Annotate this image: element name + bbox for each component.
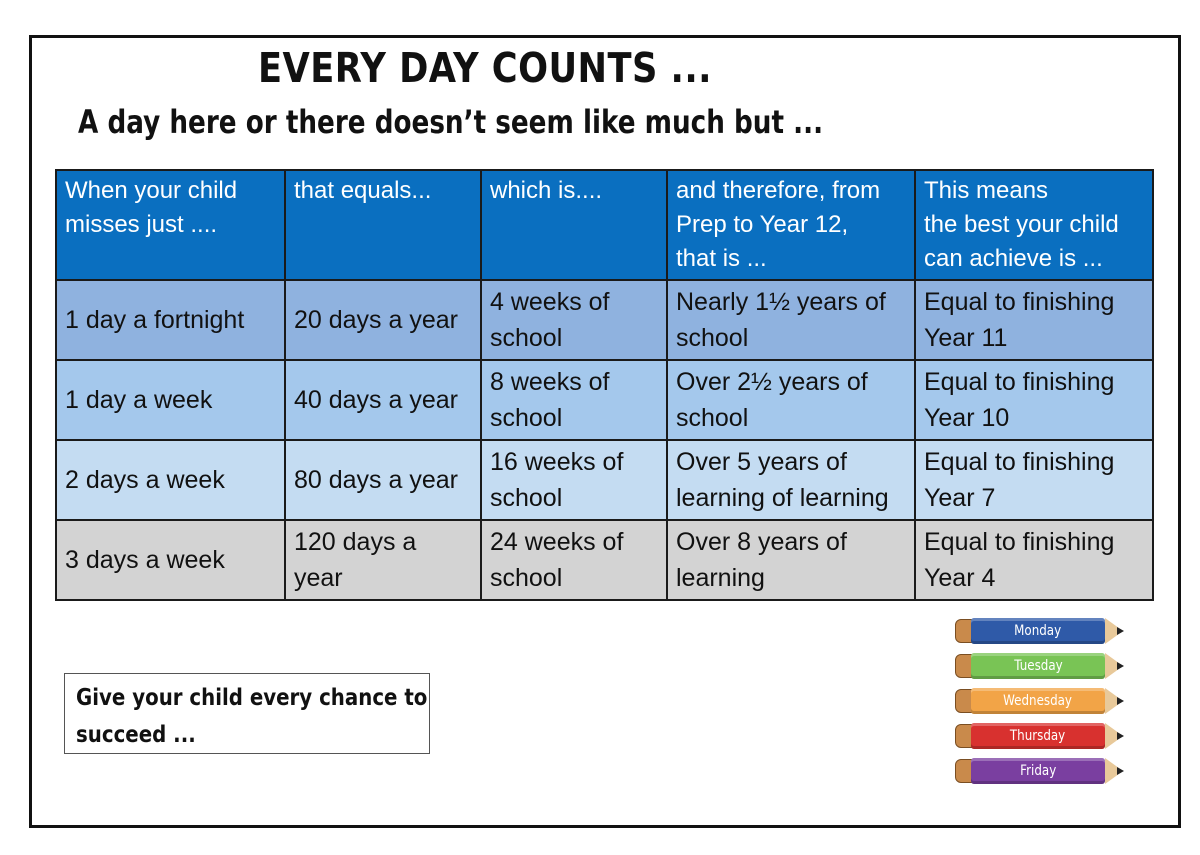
cell-days <box>285 280 481 360</box>
pencil-thursday <box>955 723 1125 749</box>
pencil-lead <box>1117 697 1124 705</box>
cell-line: 20 days a year <box>294 306 458 334</box>
cell-achieve <box>915 280 1153 360</box>
cell-line: Over 5 years of <box>676 448 847 476</box>
weekday-pencils <box>955 612 1130 797</box>
cell-achieve <box>915 520 1153 600</box>
header-line: misses just .... <box>65 211 218 238</box>
cell-line: Equal to finishing <box>924 528 1115 556</box>
pencil-wednesday <box>955 688 1125 714</box>
cta-line: Give your child every chance to <box>76 685 428 711</box>
cell-line: school <box>490 404 563 432</box>
header-line: which is.... <box>490 177 603 204</box>
cell-line: school <box>490 484 563 512</box>
pencil-body <box>971 723 1105 749</box>
pencil-label: Friday <box>1019 763 1057 779</box>
call-to-action-box <box>64 673 430 754</box>
cell-line: 80 days a year <box>294 466 458 494</box>
header-prep-to-year-12 <box>667 170 915 280</box>
pencil-lead <box>1117 627 1124 635</box>
cell-line: school <box>676 404 749 432</box>
cell-line: year <box>294 564 343 592</box>
cell-line: learning <box>676 564 765 592</box>
pencil-body <box>971 653 1105 679</box>
cell-line: 8 weeks of <box>490 368 610 396</box>
header-line: that equals... <box>294 177 432 204</box>
cell-absence: 1 day a fortnight <box>56 280 285 360</box>
table-row <box>56 440 1153 520</box>
cell-years <box>667 280 915 360</box>
cell-line: Year 11 <box>924 324 1008 352</box>
cell-absence: 3 days a week <box>56 520 285 600</box>
cell-line: 40 days a year <box>294 386 458 414</box>
cell-line: Over 8 years of <box>676 528 847 556</box>
pencil-label: Wednesday <box>1003 693 1073 709</box>
cell-weeks <box>481 440 667 520</box>
cell-line: Year 10 <box>924 404 1010 432</box>
cell-line: school <box>490 324 563 352</box>
cell-achieve <box>915 360 1153 440</box>
pencil-body <box>971 618 1105 644</box>
cell-line: 24 weeks of <box>490 528 624 556</box>
cell-years <box>667 440 915 520</box>
cell-years <box>667 360 915 440</box>
pencil-label: Monday <box>1014 623 1062 639</box>
header-equals <box>285 170 481 280</box>
header-which-is <box>481 170 667 280</box>
cell-line: school <box>490 564 563 592</box>
cell-achieve <box>915 440 1153 520</box>
cell-line: Equal to finishing <box>924 368 1115 396</box>
header-line: When your child <box>65 177 238 204</box>
pencil-friday <box>955 758 1125 784</box>
pencil-monday <box>955 618 1125 644</box>
cell-absence: 2 days a week <box>56 440 285 520</box>
pencil-lead <box>1117 732 1124 740</box>
cell-line: school <box>676 324 749 352</box>
cell-line: 4 weeks of <box>490 288 610 316</box>
header-line: and therefore, from <box>676 177 881 204</box>
pencil-lead <box>1117 767 1124 775</box>
cell-line: 16 weeks of <box>490 448 624 476</box>
pencil-lead <box>1117 662 1124 670</box>
cell-line: Equal to finishing <box>924 448 1115 476</box>
page-subtitle: A day here or there doesn’t seem like much but ... <box>78 103 824 141</box>
cell-line: Over 2½ years of <box>676 368 868 396</box>
header-line: that is ... <box>676 245 767 272</box>
attendance-table <box>55 169 1154 601</box>
table-header-row <box>56 170 1153 280</box>
header-best-achieve <box>915 170 1153 280</box>
cell-days <box>285 360 481 440</box>
pencil-tuesday <box>955 653 1125 679</box>
pencil-label: Thursday <box>1010 728 1066 744</box>
table-row <box>56 520 1153 600</box>
table-row <box>56 360 1153 440</box>
header-line: can achieve is ... <box>924 245 1103 272</box>
cell-weeks <box>481 280 667 360</box>
header-line: This means <box>924 177 1049 204</box>
cell-weeks <box>481 520 667 600</box>
cta-line: succeed ... <box>76 722 196 748</box>
cell-line: Equal to finishing <box>924 288 1115 316</box>
cell-years <box>667 520 915 600</box>
cell-absence: 1 day a week <box>56 360 285 440</box>
cell-line: Year 4 <box>924 564 996 592</box>
pencil-body <box>971 758 1105 784</box>
cell-line: Year 7 <box>924 484 996 512</box>
header-line: the best your child <box>924 211 1119 238</box>
cell-line: 120 days a <box>294 528 417 556</box>
cell-weeks <box>481 360 667 440</box>
cell-line: Nearly 1½ years of <box>676 288 886 316</box>
pencil-label: Tuesday <box>1013 658 1063 674</box>
header-misses <box>56 170 285 280</box>
cell-line: learning of learning <box>676 484 889 512</box>
cell-days <box>285 440 481 520</box>
pencil-body <box>971 688 1105 714</box>
cell-days <box>285 520 481 600</box>
table-row <box>56 280 1153 360</box>
page-title: EVERY DAY COUNTS ... <box>258 44 712 92</box>
header-line: Prep to Year 12, <box>676 211 849 238</box>
